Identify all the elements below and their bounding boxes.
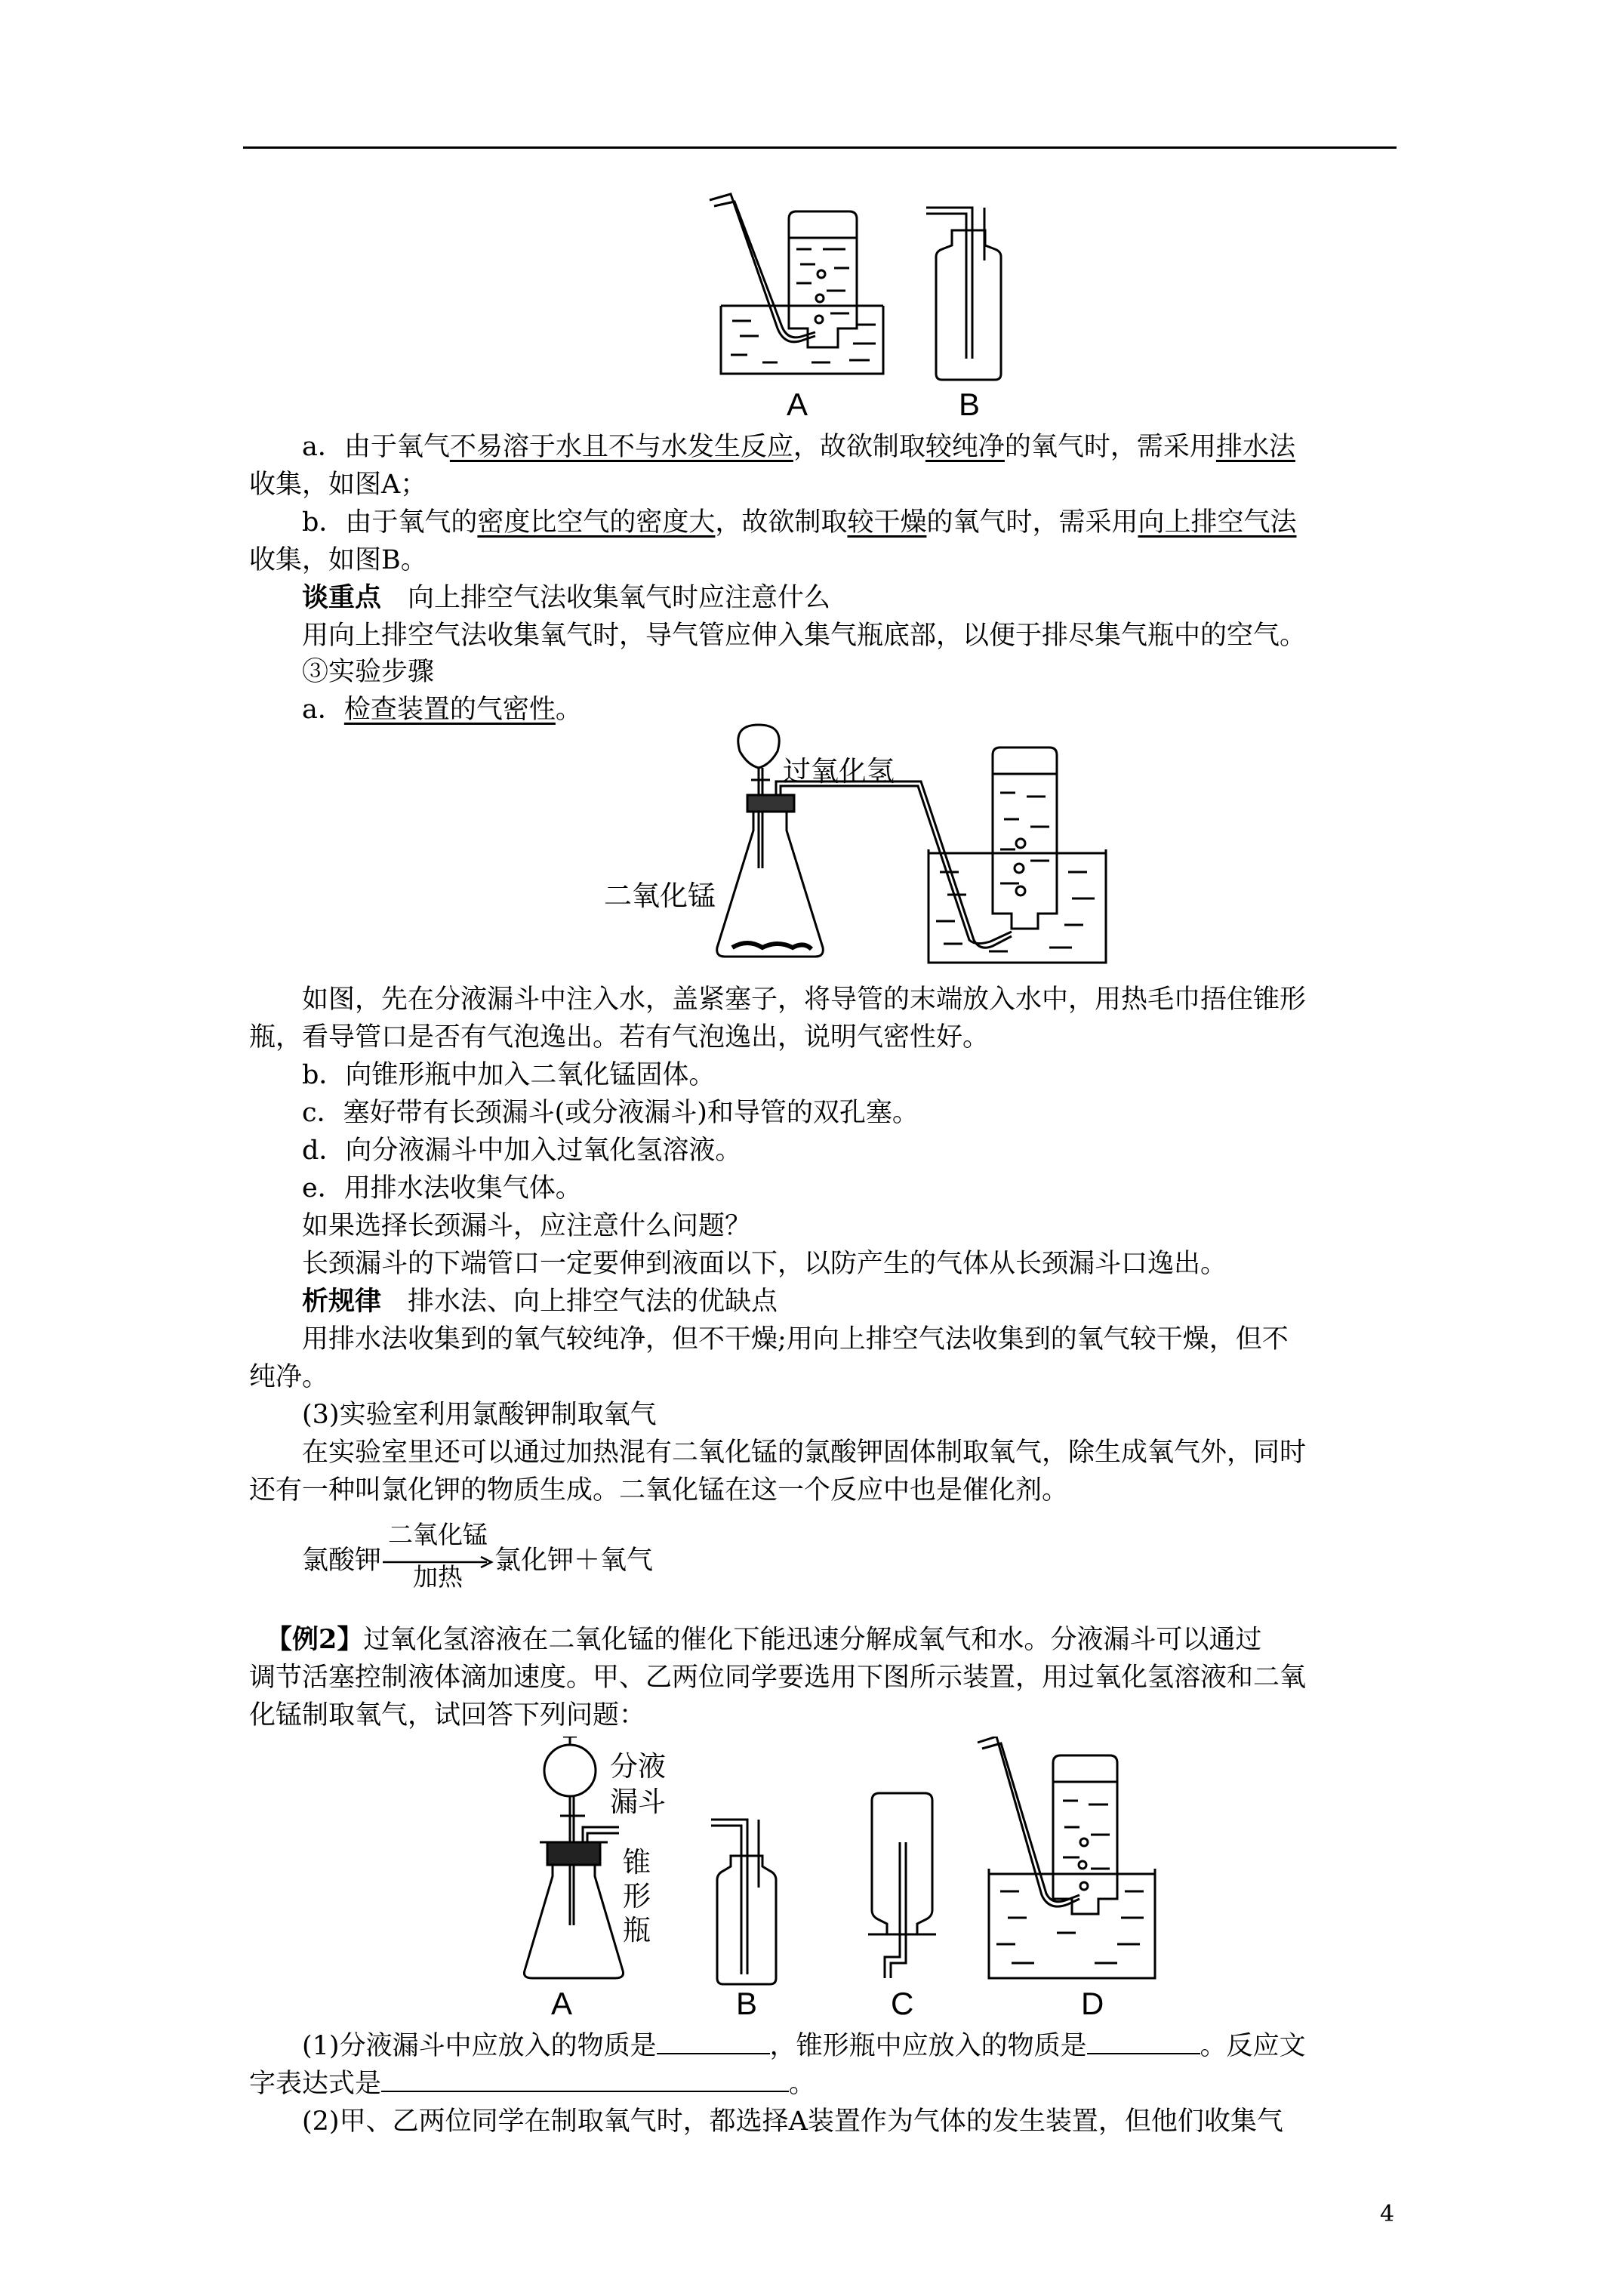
paragraph-b: b．由于氧气的密度比空气的密度大，故欲制取较干燥的氧气时，需采用向上排空气法 <box>302 507 1297 538</box>
check-text-line1: 如图，先在分液漏斗中注入水，盖紧塞子，将导管的末端放入水中，用热毛巾捂住锥形 <box>302 985 1307 1015</box>
question-2: (2)甲、乙两位同学在制取氧气时，都选择A装置作为气体的发生装置，但他们收集气 <box>302 2106 1283 2137</box>
answer-blank-equation[interactable] <box>381 2068 789 2092</box>
label-manganese-dioxide: 二氧化锰 <box>604 880 716 912</box>
figure1-label-a: A <box>787 387 808 422</box>
figure3-label-a: A <box>551 1986 573 2021</box>
figure3-label-c: C <box>891 1986 914 2021</box>
label-conical-flask-2: 形 <box>623 1880 651 1912</box>
example2-line1: 【例2】过氧化氢溶液在二氧化锰的催化下能迅速分解成氧气和水。分液漏斗可以通过 <box>266 1624 1262 1655</box>
reaction-arrow: 二氧化锰 加热 <box>381 1546 494 1579</box>
answer-funnel: 长颈漏斗的下端管口一定要伸到液面以下，以防产生的气体从长颈漏斗口逸出。 <box>302 1249 1227 1279</box>
check-text-line2: 瓶，看导管口是否有气泡逸出。若有气泡逸出，说明气密性好。 <box>249 1022 990 1052</box>
figure1-label-b: B <box>959 387 981 422</box>
step-c: c．塞好带有长颈漏斗(或分液漏斗)和导管的双孔塞。 <box>302 1098 919 1128</box>
example2-line2: 调节活塞控制液体滴加速度。甲、乙两位同学要选用下图所示装置，用过氧化氢溶液和二氧 <box>249 1663 1307 1693</box>
question-1-line1: (1)分液漏斗中应放入的物质是 ，锥形瓶中应放入的物质是 。反应文 <box>302 2031 1306 2061</box>
figure-airtight-apparatus <box>694 721 1117 978</box>
figure-collection-methods <box>664 185 1057 430</box>
tan-zhongdian-answer: 用向上排空气法收集氧气时，导气管应伸入集气瓶底部，以便于排尽集气瓶中的空气。 <box>302 621 1307 651</box>
page-number: 4 <box>1380 2201 1395 2227</box>
section3-line2: 还有一种叫氯化钾的物质生成。二氧化锰在这一个反应中也是催化剂。 <box>249 1475 1069 1505</box>
step-d: d．向分液漏斗中加入过氧化氢溶液。 <box>302 1136 742 1166</box>
figure3-label-d: D <box>1081 1986 1104 2021</box>
word-equation: 氯酸钾 二氧化锰 加热 氯化钾＋氧气 <box>302 1519 654 1592</box>
question-1-line2: 字表达式是 。 <box>249 2069 816 2099</box>
paragraph-b-line2: 收集，如图B。 <box>249 545 427 575</box>
step-e: e．用排水法收集气体。 <box>302 1173 582 1203</box>
paragraph-a: a．由于氧气不易溶于水且不与水发生反应，故欲制取较纯净的氧气时，需采用排水法 <box>302 432 1295 462</box>
section3-title: (3)实验室利用氯酸钾制取氧气 <box>302 1400 657 1430</box>
header-rule <box>243 146 1397 149</box>
step-b: b．向锥形瓶中加入二氧化锰固体。 <box>302 1060 716 1090</box>
xi-guilv-line2: 纯净。 <box>249 1362 329 1392</box>
figure3-label-b: B <box>736 1986 758 2021</box>
question-funnel: 如果选择长颈漏斗，应注意什么问题？ <box>302 1211 752 1241</box>
section3-line1: 在实验室里还可以通过加热混有二氧化锰的氯酸钾固体制取氧气，除生成氧气外，同时 <box>302 1438 1307 1468</box>
label-hydrogen-peroxide: 过氧化氢 <box>783 755 895 787</box>
xi-guilv-heading: 析规律 排水法、向上排空气法的优缺点 <box>302 1286 778 1317</box>
steps-title: ③实验步骤 <box>302 657 435 687</box>
label-conical-flask-1: 锥 <box>623 1846 651 1878</box>
answer-blank-flask[interactable] <box>1087 2030 1200 2054</box>
label-separatory-funnel-2: 漏斗 <box>610 1786 666 1818</box>
tan-zhongdian-heading: 谈重点 向上排空气法收集氧气时应注意什么 <box>302 582 831 613</box>
label-separatory-funnel-1: 分液 <box>610 1750 666 1783</box>
paragraph-a-line2: 收集，如图A； <box>249 470 427 500</box>
answer-blank-funnel[interactable] <box>657 2030 770 2054</box>
label-conical-flask-3: 瓶 <box>623 1914 651 1946</box>
xi-guilv-line1: 用排水法收集到的氧气较纯净，但不干燥;用向上排空气法收集到的氧气较干燥，但不 <box>302 1324 1289 1354</box>
step-a: a．检查装置的气密性。 <box>302 695 582 725</box>
example2-line3: 化锰制取氧气，试回答下列问题： <box>249 1700 646 1730</box>
